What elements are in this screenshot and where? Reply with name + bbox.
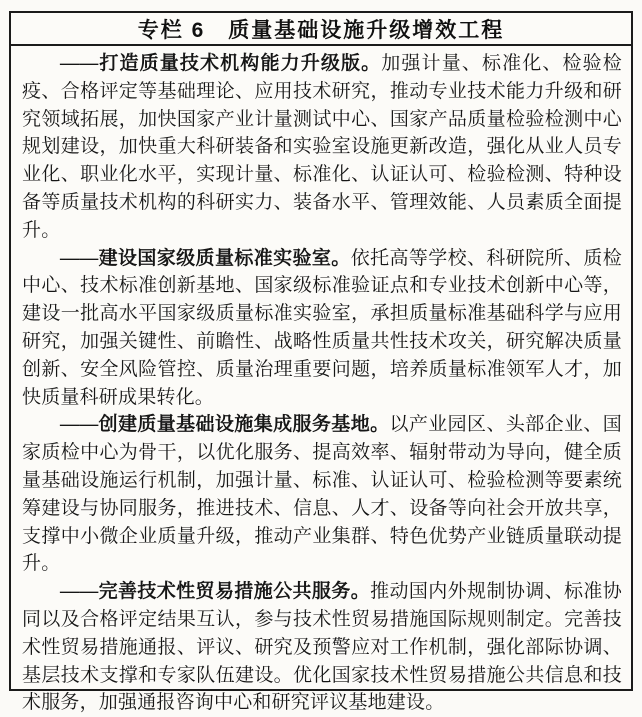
- column-panel: [9, 11, 633, 714]
- paragraph-integrated-service-bases: [22, 411, 622, 578]
- paragraph-national-quality-labs: [22, 245, 622, 412]
- paragraph-lead: ——完善技术性贸易措施公共服务。: [60, 581, 371, 603]
- paragraph-text: 依托高等学校、科研院所、质检中心、技术标准创新基地、国家级标准验证点和专业技术创新中心等，建设一批高水平国家级质量标准实验室，承担质量标准基础科学与应用研究，加强关键性、前瞻性、战略性质量共性技术攻关，研究解决质量创新、安全风险管控、质量治理重要问题，培养质量标准领军人才，加快质量科研成果转化。: [22, 247, 622, 408]
- panel-body: [11, 46, 631, 717]
- paragraph-lead: ——打造质量技术机构能力升级版。: [60, 53, 382, 74]
- paragraph-lead: ——建设国家级质量标准实验室。: [60, 247, 351, 269]
- panel-title-text: 专栏 6 质量基础设施升级增效工程: [137, 18, 505, 42]
- paragraph-quality-tech-institutions: [22, 50, 622, 245]
- paragraph-text: 加强计量、标准化、检验检疫、合格评定等基础理论、应用技术研究，推动专业技术能力升级和研究领域拓展，加快国家产业计量测试中心、国家产品质量检验检测中心规划建设，加快重大科研装备和实验室设施更新改造，强化从业人员专业化、职业化水平，实现计量、标准化、认证认可、检验检测、特种设备等质量技术机构的科研实力、装备水平、管理效能、人员素质全面提升。: [22, 53, 623, 241]
- panel-title: [11, 13, 631, 46]
- paragraph-lead: ——创建质量基础设施集成服务基地。: [60, 414, 390, 436]
- paragraph-text: 推动国内外规制协调、标准协同以及合格评定结果互认，参与技术性贸易措施国际规则制定。完善技术性贸易措施通报、评议、研究及预警应对工作机制，强化部际协调、基层技术支撑和专家队伍建设。优化国家技术性贸易措施公共信息和技术服务，加强通报咨询中心和研究评议基地建设。: [22, 581, 623, 714]
- paragraph-technical-trade-measures: [22, 578, 622, 717]
- paragraph-text: 以产业园区、头部企业、国家质检中心为骨干，以优化服务、提高效率、辐射带动为导向，健全质量基础设施运行机制，加强计量、标准、认证认可、检验检测等要素统筹建设与协同服务，推进技术、信息、人才、设备等向社会开放共享，支撑中小微企业质量升级，推动产业集群、特色优势产业链质量联动提升。: [22, 414, 622, 575]
